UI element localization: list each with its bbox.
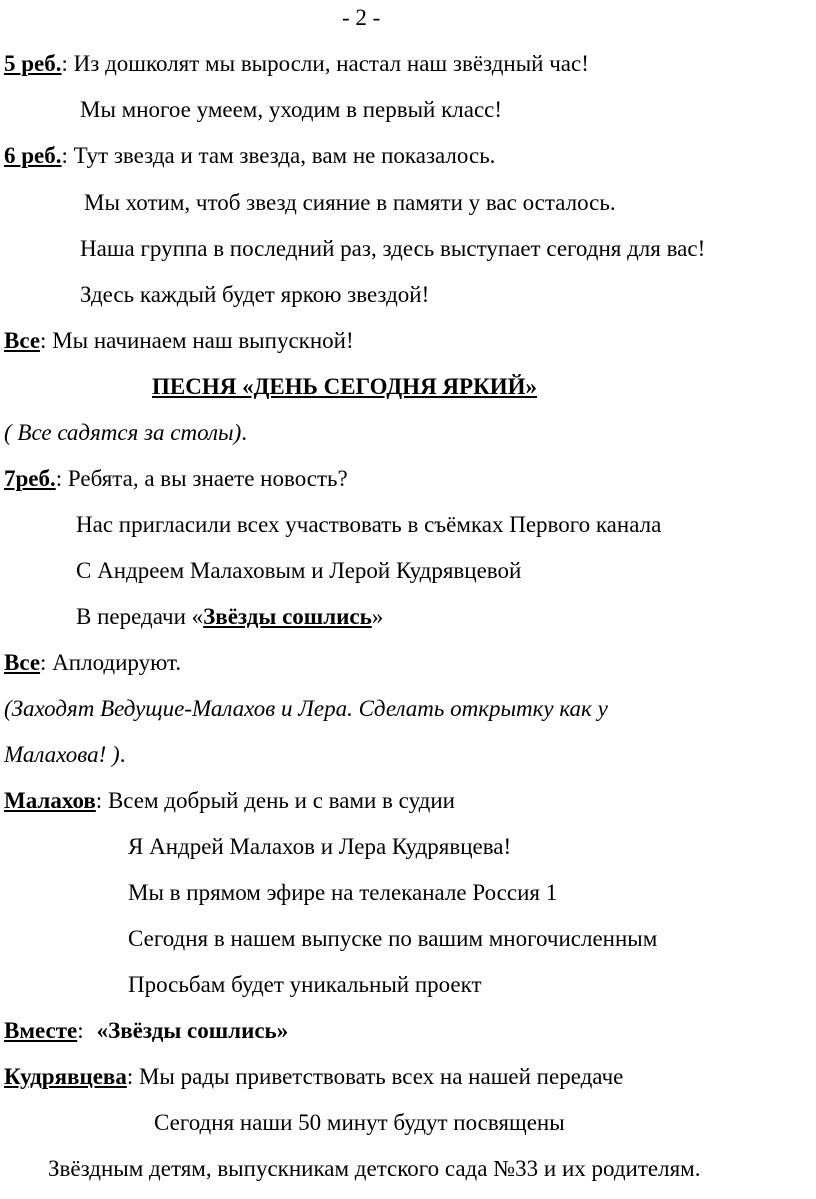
script-line — [80, 281, 429, 309]
speaker-label: Кудрявцева — [4, 1064, 127, 1089]
speaker-separator: : — [95, 788, 103, 813]
stage-direction-tail: . — [119, 742, 126, 767]
line-text: С Андреем Малаховым и Лерой Кудрявцевой — [76, 558, 522, 583]
script-line — [128, 879, 557, 907]
song-heading-text: ПЕСНЯ «ДЕНЬ СЕГОДНЯ ЯРКИЙ» — [152, 374, 538, 399]
line-text: Всем добрый день и с вами в судии — [102, 788, 455, 813]
stage-direction-text: ( Все садятся за столы) — [4, 420, 242, 445]
line-text-suffix: » — [371, 604, 384, 629]
stage-direction-text: Малахова! ) — [4, 742, 120, 767]
speaker-separator: : — [40, 650, 47, 675]
line-text: Мы многое умеем, уходим в первый класс! — [80, 97, 503, 122]
line-text: Мы рады приветствовать всех на нашей передаче — [133, 1064, 624, 1089]
stage-direction-text: (Заходят Ведущие-Малахов и Лера. Сделать открытку как у — [4, 696, 608, 721]
script-line — [128, 833, 511, 861]
speaker-separator: : — [77, 1018, 84, 1043]
script-line — [4, 787, 455, 815]
stage-direction — [4, 419, 247, 447]
script-line — [76, 603, 383, 631]
show-title: Звёзды сошлись — [203, 604, 372, 629]
speaker-separator: : — [55, 466, 63, 491]
script-line — [128, 971, 482, 999]
stage-direction — [4, 695, 608, 723]
script-line — [4, 1017, 288, 1045]
line-text: Мы начинаем наш выпускной! — [46, 328, 354, 353]
script-line — [80, 96, 502, 124]
line-text: Звёздным детям, выпускникам детского сада №33 и их родителям. — [48, 1156, 701, 1181]
script-line — [128, 925, 657, 953]
speaker-separator: : — [40, 328, 47, 353]
show-title: «Звёзды сошлись» — [96, 1018, 289, 1043]
line-text: Наша группа в последний раз, здесь выступает сегодня для вас! — [80, 236, 706, 261]
speaker-label: 6 реб. — [4, 143, 62, 168]
speaker-label: Вместе — [4, 1018, 78, 1043]
speaker-label: 5 реб. — [4, 51, 62, 76]
script-line — [4, 142, 495, 170]
speaker-label: Малахов — [4, 788, 96, 813]
line-text: Мы в прямом эфире на телеканале Россия 1 — [128, 880, 558, 905]
speaker-label: Все — [4, 650, 41, 675]
line-text: Из дошколят мы выросли, настал наш звёздный час! — [67, 51, 589, 76]
line-text: Аплодируют. — [46, 650, 182, 675]
line-text-prefix: В передачи « — [76, 604, 204, 629]
line-text: Я Андрей Малахов и Лера Кудрявцева! — [128, 834, 512, 859]
line-text: Мы хотим, чтоб звезд сияние в памяти у вас осталось. — [84, 190, 616, 215]
script-line — [4, 465, 348, 493]
line-text: Сегодня в нашем выпуске по вашим многочисленным — [128, 926, 658, 951]
script-line — [48, 1155, 701, 1183]
speaker-label: Все — [4, 328, 41, 353]
script-line — [4, 327, 354, 355]
page-number — [342, 4, 380, 32]
page-number-text: - 2 - — [342, 5, 381, 30]
speaker-separator: : — [126, 1064, 134, 1089]
line-text: Нас пригласили всех участвовать в съёмках Первого канала — [76, 512, 662, 537]
stage-direction — [4, 741, 125, 769]
speaker-separator: : — [61, 51, 68, 76]
speaker-label: 7реб. — [4, 466, 56, 491]
script-line — [154, 1109, 565, 1137]
line-text: Сегодня наши 50 минут будут посвящены — [154, 1110, 565, 1135]
script-line — [4, 50, 589, 78]
line-text: Просьбам будет уникальный проект — [128, 972, 482, 997]
script-line — [84, 189, 616, 217]
speaker-separator: : — [61, 143, 68, 168]
script-line — [76, 557, 521, 585]
stage-direction-tail: . — [241, 420, 248, 445]
line-text: Ребята, а вы знаете новость? — [62, 466, 348, 491]
script-line — [76, 511, 661, 539]
line-text: Тут звезда и там звезда, вам не показалось. — [67, 143, 496, 168]
song-heading — [152, 373, 537, 401]
script-line — [4, 1063, 623, 1091]
line-text: Здесь каждый будет яркою звездой! — [80, 282, 430, 307]
script-line — [4, 649, 181, 677]
script-line — [80, 235, 705, 263]
